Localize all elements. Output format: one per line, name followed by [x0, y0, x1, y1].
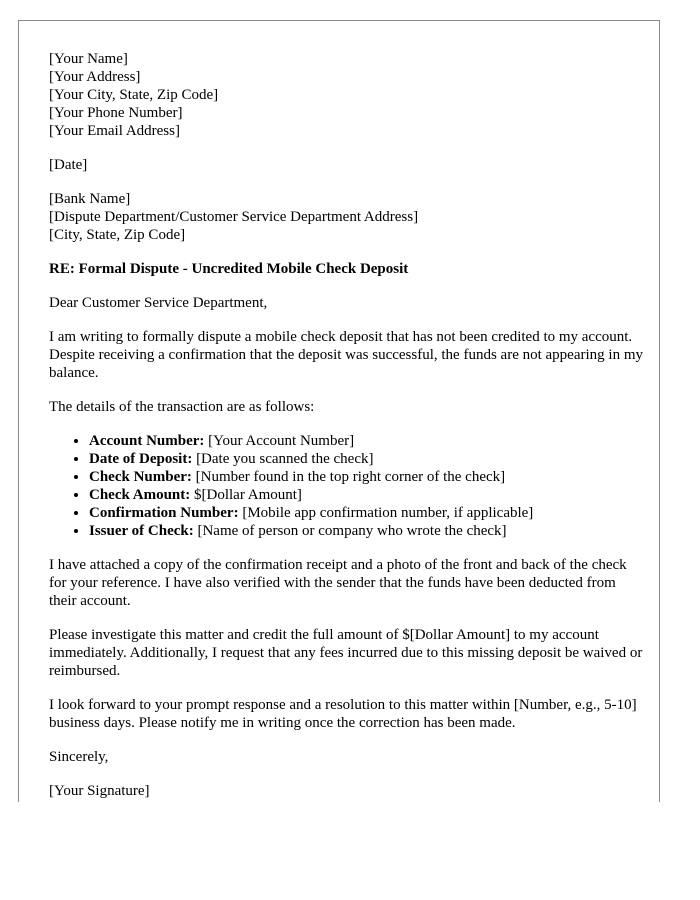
- sender-block: [49, 50, 644, 140]
- detail-value: $[Dollar Amount]: [190, 487, 302, 503]
- detail-value: [Your Account Number]: [204, 433, 355, 449]
- detail-item-account-number: [89, 432, 644, 450]
- detail-value: [Date you scanned the check]: [192, 451, 374, 467]
- letter-date: [Date]: [49, 157, 88, 173]
- salutation: Dear Customer Service Department,: [49, 295, 268, 311]
- detail-item-check-amount: [89, 486, 644, 504]
- detail-item-date-of-deposit: [89, 450, 644, 468]
- detail-value: [Mobile app confirmation number, if applicable]: [238, 505, 534, 521]
- sender-city-state-zip: [Your City, State, Zip Code]: [49, 87, 219, 103]
- detail-label: Check Amount:: [89, 487, 191, 503]
- letter-page: [18, 20, 660, 802]
- body-paragraph-5: I look forward to your prompt response and a resolution to this matter within [Number, e.g., 5-10] business days. Please notify me in writing once the correction has been made.: [49, 697, 637, 731]
- detail-item-issuer-of-check: [89, 522, 644, 540]
- sender-address: [Your Address]: [49, 69, 141, 85]
- body-paragraph-2: The details of the transaction are as follows:: [49, 399, 315, 415]
- recipient-city-state-zip: [City, State, Zip Code]: [49, 227, 186, 243]
- closing: Sincerely,: [49, 749, 109, 765]
- letter-subject: RE: Formal Dispute - Uncredited Mobile Check Deposit: [49, 261, 409, 277]
- detail-item-confirmation-number: [89, 504, 644, 522]
- detail-label: Check Number:: [89, 469, 192, 485]
- sender-email: [Your Email Address]: [49, 123, 180, 139]
- recipient-bank-name: [Bank Name]: [49, 191, 131, 207]
- recipient-block: [49, 190, 644, 244]
- detail-value: [Name of person or company who wrote the check]: [193, 523, 507, 539]
- body-paragraph-4: Please investigate this matter and credit the full amount of $[Dollar Amount] to my account immediately. Additionally, I request that any fees incurred due to this missing deposit be waived or reimbursed.: [49, 627, 643, 679]
- transaction-details-list: [49, 432, 644, 540]
- body-paragraph-3: I have attached a copy of the confirmation receipt and a photo of the front and back of the check for your reference. I have also verified with the sender that the funds have been deducted from their account.: [49, 557, 627, 609]
- recipient-department-address: [Dispute Department/Customer Service Department Address]: [49, 209, 419, 225]
- detail-value: [Number found in the top right corner of the check]: [191, 469, 506, 485]
- sender-name: [Your Name]: [49, 51, 128, 67]
- signature: [Your Signature]: [49, 783, 150, 799]
- detail-label: Issuer of Check:: [89, 523, 194, 539]
- letter-content: [49, 50, 644, 800]
- body-paragraph-1: I am writing to formally dispute a mobile check deposit that has not been credited to my account. Despite receiving a confirmation that the deposit was successful, the funds are not appearing in my balance.: [49, 329, 643, 381]
- detail-label: Date of Deposit:: [89, 451, 193, 467]
- sender-phone: [Your Phone Number]: [49, 105, 183, 121]
- detail-label: Account Number:: [89, 433, 205, 449]
- detail-label: Confirmation Number:: [89, 505, 239, 521]
- detail-item-check-number: [89, 468, 644, 486]
